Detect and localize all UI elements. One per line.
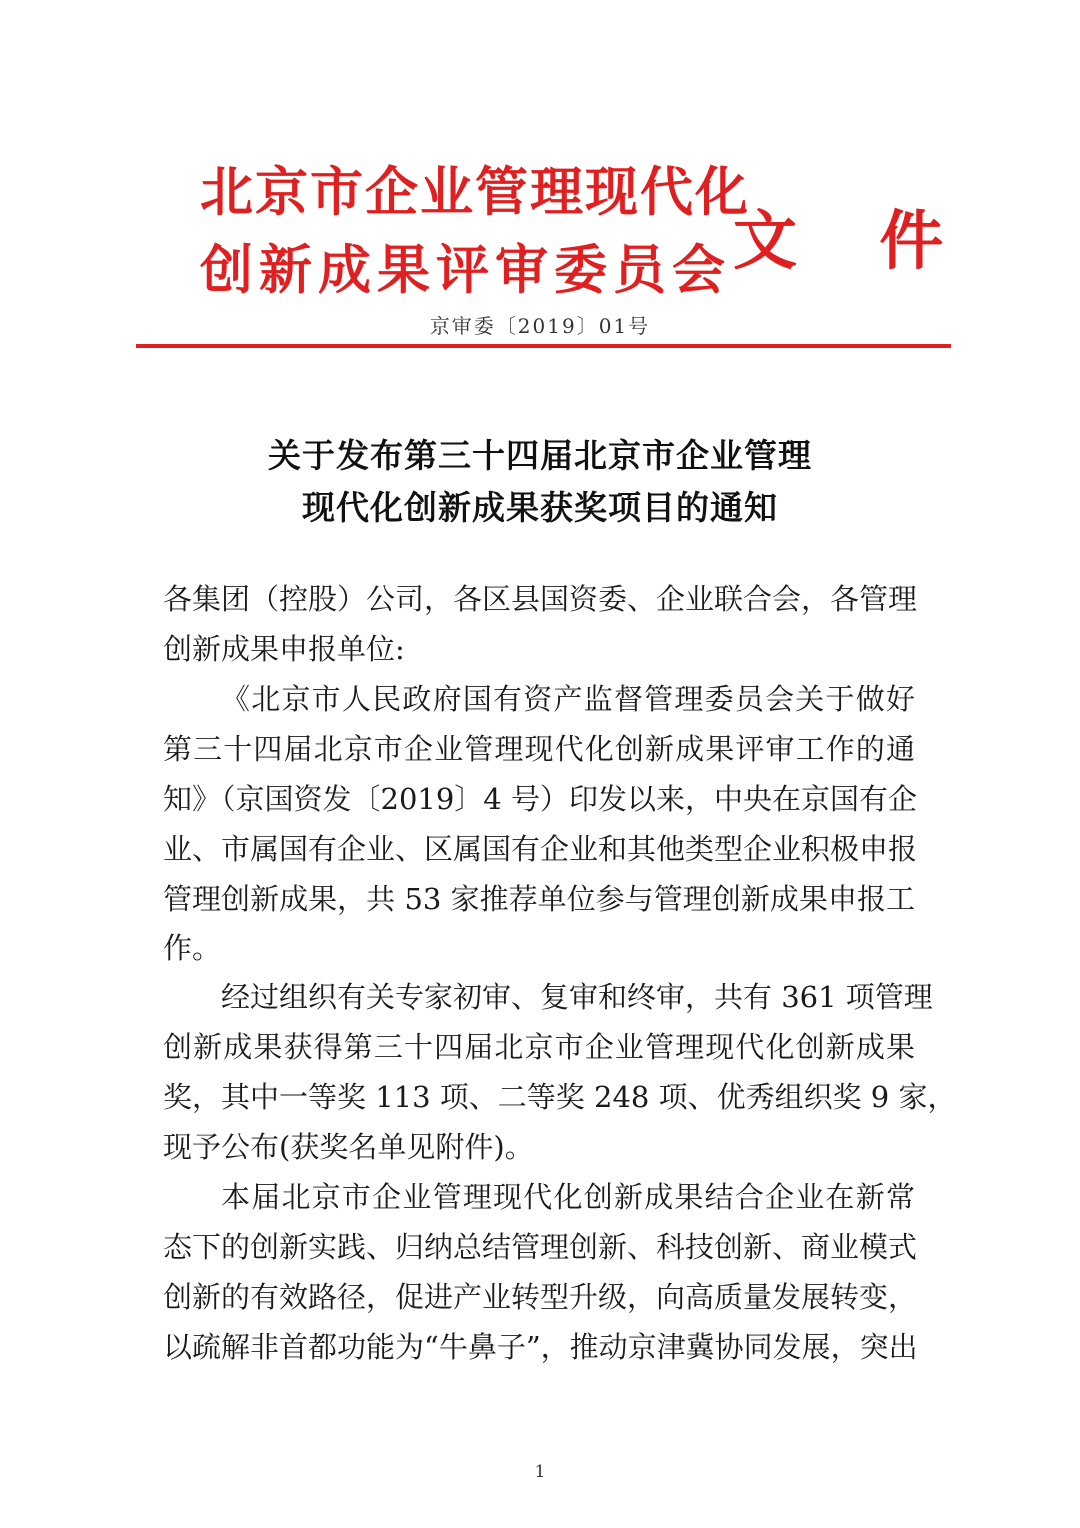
body-line: 经过组织有关专家初审、复审和终审，共有 361 项管理 [221,980,933,1014]
document-number: 京审委〔2019〕01号 [429,314,651,338]
body-line: 现予公布(获奖名单见附件)。 [163,1130,534,1164]
body-line: 第三十四届北京市企业管理现代化创新成果评审工作的通 [163,732,915,766]
notice-title-line-1: 关于发布第三十四届北京市企业管理 [268,436,812,475]
red-header-divider [136,344,951,348]
body-line: 创新成果获得第三十四届北京市企业管理现代化创新成果 [163,1030,915,1064]
page-number: 1 [534,1462,546,1482]
body-line: 知》（京国资发〔2019〕4 号）印发以来，中央在京国有企 [163,782,917,816]
body-line: 业、市属国有企业、区属国有企业和其他类型企业积极申报 [163,832,918,866]
body-line: 各集团（控股）公司，各区县国资委、企业联合会，各管理 [163,582,918,616]
issuing-org-line-1: 北京市企业管理现代化 [200,161,750,223]
body-line: 管理创新成果，共 53 家推荐单位参与管理创新成果申报工 [163,882,915,916]
issuing-org-line-2: 创新成果评审委员会 [200,239,731,301]
notice-title-line-2: 现代化创新成果获奖项目的通知 [302,488,778,527]
document-type-label: 文 件 [733,204,974,279]
body-line: 创新的有效路径，促进产业转型升级，向高质量发展转变， [163,1280,918,1314]
body-line: 《北京市人民政府国有资产监督管理委员会关于做好 [221,682,915,716]
body-line: 态下的创新实践、归纳总结管理创新、科技创新、商业模式 [163,1230,918,1264]
body-line: 创新成果申报单位: [163,632,405,666]
body-line: 以疏解非首都功能为“牛鼻子”，推动京津冀协同发展，突出 [163,1330,918,1364]
body-line: 奖，其中一等奖 113 项、二等奖 248 项、优秀组织奖 9 家， [163,1080,957,1114]
body-line: 作。 [163,931,222,965]
body-line: 本届北京市企业管理现代化创新成果结合企业在新常 [221,1180,915,1214]
